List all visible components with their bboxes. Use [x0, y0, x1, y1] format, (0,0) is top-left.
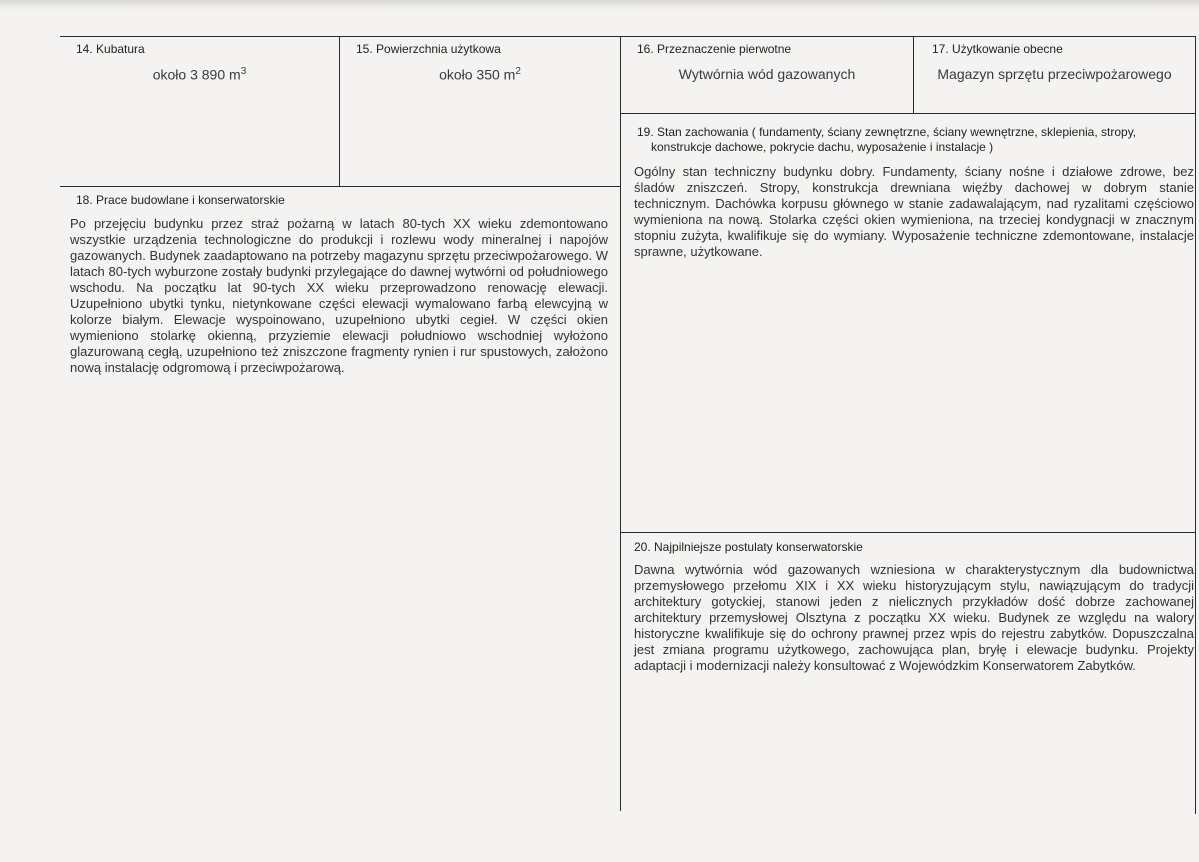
scan-edge — [0, 0, 1199, 10]
field-20-label: 20. Najpilniejsze postulaty konserwatorskie — [634, 540, 863, 554]
field-18-prace — [60, 187, 620, 817]
field-17-label: 17. Użytkowanie obecne — [932, 42, 1063, 56]
field-15-value-exponent: 2 — [515, 66, 521, 77]
field-19-stan-zachowania — [621, 114, 1195, 532]
field-17-value: Magazyn sprzętu przeciwpożarowego — [937, 66, 1172, 82]
field-17-uzytkowanie — [914, 37, 1195, 113]
field-20-postulaty — [621, 533, 1195, 813]
field-15-value-text: około 350 m — [439, 66, 516, 83]
field-15-value — [340, 66, 620, 83]
field-15-powierzchnia — [340, 37, 620, 186]
field-19-label: 19. Stan zachowania ( fundamenty, ściany zewnętrzne, ściany wewnętrzne, sklepienia, stropy, konstrukcje dachowe, pokrycie dachu, wyposażenie i instalacje ) — [637, 125, 1137, 154]
right-border — [1195, 36, 1196, 814]
field-14-value-exponent: 3 — [240, 66, 247, 77]
field-18-text: Po przejęciu budynku przez straż pożarną w latach 80-tych XX wieku zdemontowano wszystkie urządzenia technologiczne do produkcji i rozlewu wody mineralnej i napojów gazowanych. Budynek zaadaptowano na potrzeby magazynu sprzętu przeciwpożarowego. W latach 80-tych wyburzone zostały budynki przylegające do dawnej wytwórni od południowego wschodu. Na początku lat 90-tych XX wieku przeprowadzono renowację elewacji. Uzupełniono ubytki tynku, nietynkowane części elewacji wymalowano farbą elewcyjną w kolorze białym. Elewacje wyspoinowano, uzupełniono ubytki cegieł. W części okien wymieniono stolarkę okienną, przyziemie elewacji południowo wschodniej wyłożono glazurowaną cegłą, uzupełniono też zniszczone fragmenty rynien i rur spustowych, założono nową instalację odgromową i przeciwpożarową. — [70, 216, 608, 375]
field-14-label: 14. Kubatura — [76, 42, 145, 56]
field-15-label: 15. Powierzchnia użytkowa — [356, 42, 501, 56]
field-19-text: Ogólny stan techniczny budynku dobry. Fundamenty, ściany nośne i działowe zdrowe, bez śladów zniszczeń. Stropy, konstrukcja drewniana więźby dachowej w dobrym stanie technicznym. Dachówka korpusu głównego w stanie zadawalającym, nad ryzalitami częściowo wymieniona na nową. Stolarka części okien wymieniona, na trzeciej kondygnacji w znacznym stopniu zużyta, kwalifikuje się do wymiany. Wyposażenie techniczne zdemontowane, instalacje sprawne, użytkowane. — [634, 164, 1194, 259]
field-14-value — [60, 66, 339, 83]
field-14-kubatura — [60, 37, 339, 186]
field-14-value-text: około 3 890 m — [152, 66, 241, 83]
field-18-label: 18. Prace budowlane i konserwatorskie — [76, 193, 285, 207]
field-16-label: 16. Przeznaczenie pierwotne — [637, 42, 792, 56]
field-16-przeznaczenie — [621, 37, 913, 113]
field-16-value: Wytwórnia wód gazowanych — [678, 66, 856, 82]
field-20-text: Dawna wytwórnia wód gazowanych wzniesiona w charakterystycznym dla budownictwa przemysłowego przełomu XIX i XX wieku historyzującym stylu, nawiązującym do tradycji architektury gotyckiej, stanowi jeden z nielicznych przykładów dość dobrze zachowanej architektury przemysłowej Olsztyna z początku XX wieku. Budynek ze względu na walory historyczne kwalifikuje się do ochrony prawnej przez wpis do rejestru zabytków. Dopuszczalna jest zmiana programu użytkowego, zachowująca plan, bryłę i elewacje budynku. Projekty adaptacji i modernizacji należy konsultować z Wojewódzkim Konserwatorem Zabytków. — [634, 562, 1194, 673]
